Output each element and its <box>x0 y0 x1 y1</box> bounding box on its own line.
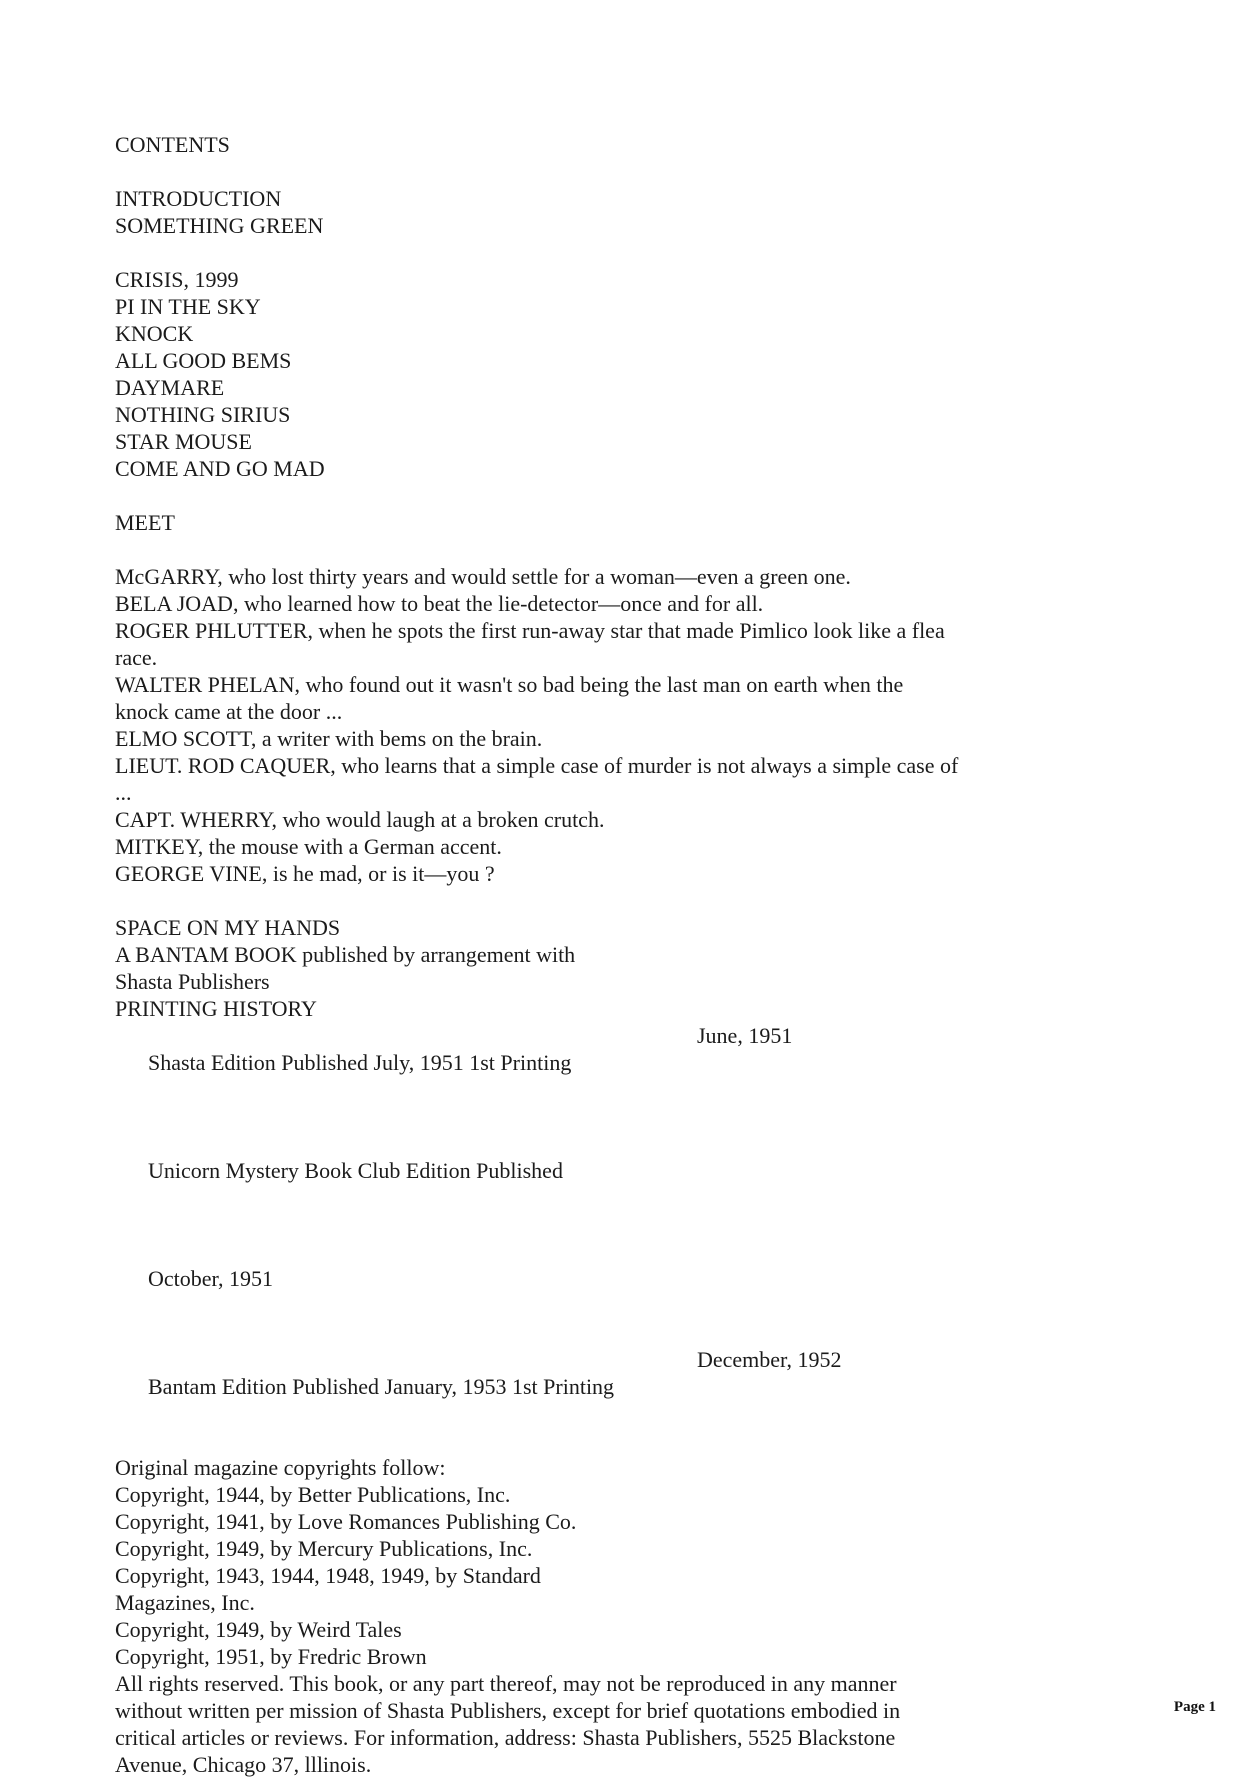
page-number: Page 1 <box>1173 1699 1216 1715</box>
front-matter-list <box>115 185 1025 239</box>
printing-history-row <box>115 1022 1025 1130</box>
story-title: DAYMARE <box>115 375 225 400</box>
story-title: COME AND GO MAD <box>115 456 325 481</box>
copyright-intro: Original magazine copyrights follow: <box>115 1455 446 1480</box>
document-page <box>115 131 1025 1778</box>
story-title: KNOCK <box>115 321 194 346</box>
character-line: LIEUT. ROD CAQUER, who learns that a simple case of murder is not always a simple case of <box>115 753 959 778</box>
character-line: BELA JOAD, who learned how to beat the lie-detector—once and for all. <box>115 591 764 616</box>
character-descriptions <box>115 563 1025 887</box>
rights-notice-line: critical articles or reviews. For information, address: Shasta Publishers, 5525 Blackstone <box>115 1725 896 1750</box>
copyright-line: Magazines, Inc. <box>115 1590 255 1615</box>
story-title: STAR MOUSE <box>115 429 252 454</box>
printing-date: June, 1951 <box>697 1023 793 1048</box>
toc-item-introduction: INTRODUCTION <box>115 186 282 211</box>
character-line: race. <box>115 645 158 670</box>
printing-date: December, 1952 <box>697 1347 842 1372</box>
rights-notice-line: All rights reserved. This book, or any part thereof, may not be reproduced in any manner <box>115 1671 897 1696</box>
meet-heading-section <box>115 509 1025 536</box>
printing-history-row <box>115 1346 1025 1454</box>
printing-edition: October, 1951 <box>148 1266 273 1291</box>
meet-heading: MEET <box>115 510 175 535</box>
character-line: knock came at the door ... <box>115 699 343 724</box>
story-title: NOTHING SIRIUS <box>115 402 291 427</box>
character-line: McGARRY, who lost thirty years and would settle for a woman—even a green one. <box>115 564 851 589</box>
character-line: CAPT. WHERRY, who would laugh at a broken crutch. <box>115 807 605 832</box>
character-line: MITKEY, the mouse with a German accent. <box>115 834 502 859</box>
publication-info <box>115 914 1025 1778</box>
copyright-line: Copyright, 1943, 1944, 1948, 1949, by Standard <box>115 1563 541 1588</box>
story-title: PI IN THE SKY <box>115 294 261 319</box>
printing-history-row <box>115 1130 1025 1238</box>
rights-notice-line: Avenue, Chicago 37, lllinois. <box>115 1752 372 1777</box>
printing-history-heading: PRINTING HISTORY <box>115 996 317 1021</box>
book-title: SPACE ON MY HANDS <box>115 915 341 940</box>
contents-section <box>115 131 1025 158</box>
story-title: CRISIS, 1999 <box>115 267 239 292</box>
printing-edition: Unicorn Mystery Book Club Edition Published <box>148 1158 563 1183</box>
imprint-publisher: Shasta Publishers <box>115 969 270 994</box>
character-line: GEORGE VINE, is he mad, or is it—you ? <box>115 861 495 886</box>
story-list <box>115 266 1025 482</box>
character-line: WALTER PHELAN, who found out it wasn't so bad being the last man on earth when the <box>115 672 904 697</box>
printing-history-row <box>115 1238 1025 1346</box>
character-line: ROGER PHLUTTER, when he spots the first run-away star that made Pimlico look like a flea <box>115 618 945 643</box>
copyright-line: Copyright, 1944, by Better Publications, Inc. <box>115 1482 511 1507</box>
story-title: ALL GOOD BEMS <box>115 348 292 373</box>
rights-notice-line: without written per mission of Shasta Publishers, except for brief quotations embodied in <box>115 1698 901 1723</box>
imprint-line: A BANTAM BOOK published by arrangement with <box>115 942 576 967</box>
copyright-line: Copyright, 1949, by Weird Tales <box>115 1617 402 1642</box>
contents-heading: CONTENTS <box>115 132 230 157</box>
character-line: ELMO SCOTT, a writer with bems on the brain. <box>115 726 543 751</box>
copyright-line: Copyright, 1951, by Fredric Brown <box>115 1644 427 1669</box>
copyright-line: Copyright, 1949, by Mercury Publications, Inc. <box>115 1536 533 1561</box>
toc-item-something-green: SOMETHING GREEN <box>115 213 324 238</box>
character-line: ... <box>115 780 132 805</box>
printing-edition: Shasta Edition Published July, 1951 1st Printing <box>148 1050 572 1075</box>
copyright-line: Copyright, 1941, by Love Romances Publishing Co. <box>115 1509 577 1534</box>
printing-edition: Bantam Edition Published January, 1953 1st Printing <box>148 1374 615 1399</box>
